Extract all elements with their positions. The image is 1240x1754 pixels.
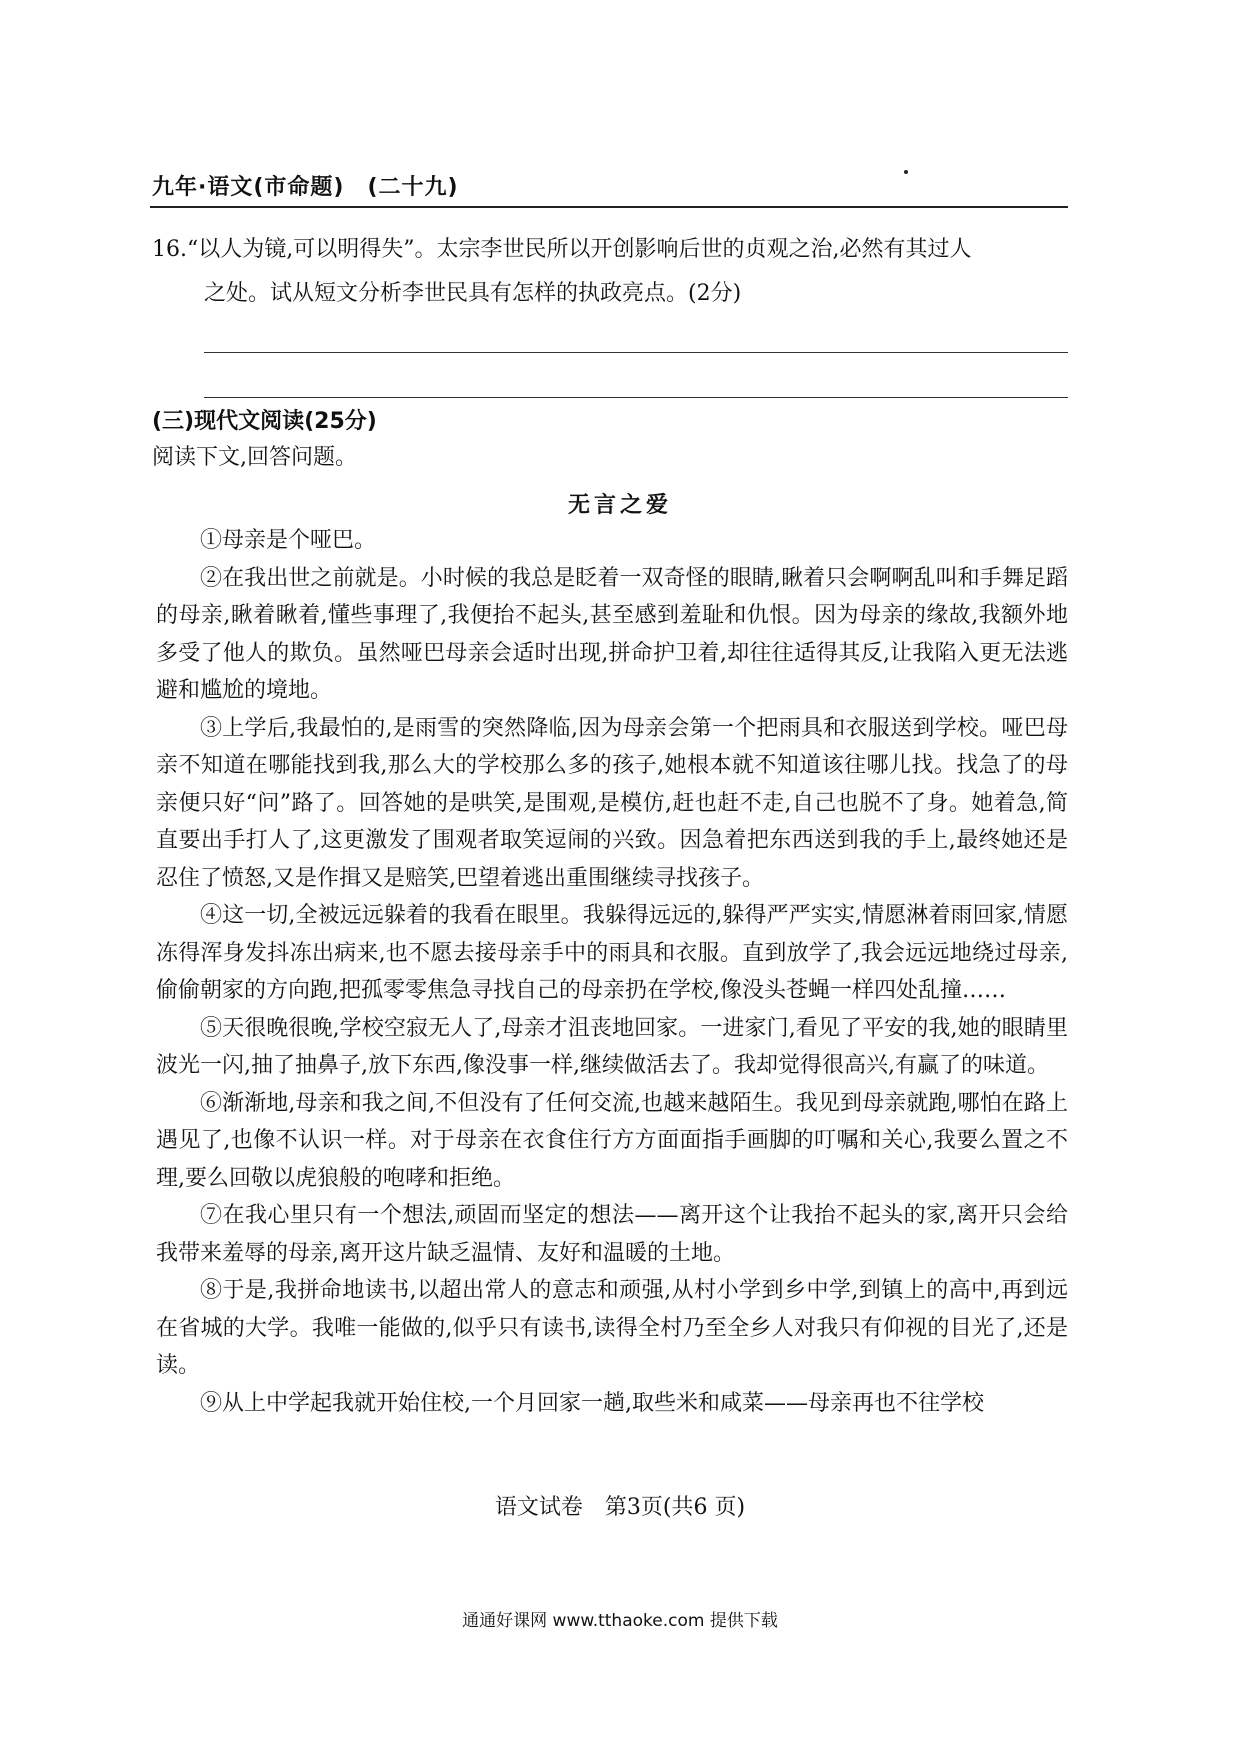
page-footer: 语文试卷 第3页(共6 页)	[494, 1495, 746, 1520]
paragraph-4: ④这一切,全被远远躲着的我看在眼里。我躲得远远的,躲得严严实实,情愿淋着雨回家,情愿冻得浑身发抖冻出病来,也不愿去接母亲手中的雨具和衣服。直到放学了,我会远远地绕过母亲,偷偷朝家的方向跑,把孤零零焦急寻找自己的母亲扔在学校,像没头苍蝇一样四处乱撞……	[156, 903, 1068, 1003]
paragraph-9: ⑨从上中学起我就开始住校,一个月回家一趟,取些米和咸菜——母亲再也不往学校	[200, 1390, 984, 1416]
article-title: 无言之爱	[567, 493, 672, 518]
paragraph-5: ⑤天很晚很晚,学校空寂无人了,母亲才沮丧地回家。一进家门,看见了平安的我,她的眼睛里波光一闪,抽了抽鼻子,放下东西,像没事一样,继续做活去了。我却觉得很高兴,有赢了的味道。	[156, 1015, 1068, 1078]
section-title: (三)现代文阅读(25分)	[152, 409, 377, 434]
question-16	[152, 228, 1070, 316]
paragraph-3: ③上学后,我最怕的,是雨雪的突然降临,因为母亲会第一个把雨具和衣服送到学校。哑巴母亲不知道在哪能找到我,那么大的学校那么多的孩子,她根本就不知道该往哪儿找。找急了的母亲便只好“问”路了。回答她的是哄笑,是围观,是模仿,赶也赶不走,自己也脱不了身。她着急,简直要出手打人了,这更激发了围观者取笑逗闹的兴致。因急着把东西送到我的手上,最终她还是忍住了愤怒,又是作揖又是赔笑,巴望着逃出重围继续寻找孩子。	[156, 715, 1068, 891]
download-credit: 通通好课网 www.tthaoke.com 提供下载	[462, 1611, 778, 1631]
question-16-line-2: 之处。试从短文分析李世民具有怎样的执政亮点。(2分)	[204, 281, 742, 306]
exam-header: 九年·语文(市命题) (二十九)	[152, 175, 459, 200]
answer-line-1[interactable]	[204, 352, 1068, 353]
paragraph-8: ⑧于是,我拼命地读书,以超出常人的意志和顽强,从村小学到乡中学,到镇上的高中,再到远在省城的大学。我唯一能做的,似乎只有读书,读得全村乃至全乡人对我只有仰视的目光了,还是读。	[156, 1278, 1068, 1378]
answer-line-2[interactable]	[204, 397, 1068, 398]
paragraph-1: ①母亲是个哑巴。	[200, 528, 377, 553]
paragraph-7: ⑦在我心里只有一个想法,顽固而坚定的想法——离开这个让我抬不起头的家,离开只会给我带来羞辱的母亲,离开这片缺乏温情、友好和温暖的土地。	[156, 1203, 1068, 1266]
article-body	[156, 522, 1068, 1422]
reading-instruction: 阅读下文,回答问题。	[152, 445, 357, 470]
question-16-line-1: 16.“以人为镜,可以明得失”。太宗李世民所以开创影响后世的贞观之治,必然有其过人	[152, 237, 972, 262]
header-divider	[150, 206, 1068, 208]
paragraph-6: ⑥渐渐地,母亲和我之间,不但没有了任何交流,也越来越陌生。我见到母亲就跑,哪怕在路上遇见了,也像不认识一样。对于母亲在衣食住行方方面面指手画脚的叮嘱和关心,我要么置之不理,要么回敬以虎狼般的咆哮和拒绝。	[156, 1090, 1068, 1191]
paragraph-2: ②在我出世之前就是。小时候的我总是眨着一双奇怪的眼睛,瞅着只会啊啊乱叫和手舞足蹈的母亲,瞅着瞅着,懂些事理了,我便抬不起头,甚至感到羞耻和仇恨。因为母亲的缘故,我额外地多受了他人的欺负。虽然哑巴母亲会适时出现,拼命护卫着,却往往适得其反,让我陷入更无法逃避和尴尬的境地。	[156, 565, 1068, 703]
scan-speck	[904, 170, 908, 174]
